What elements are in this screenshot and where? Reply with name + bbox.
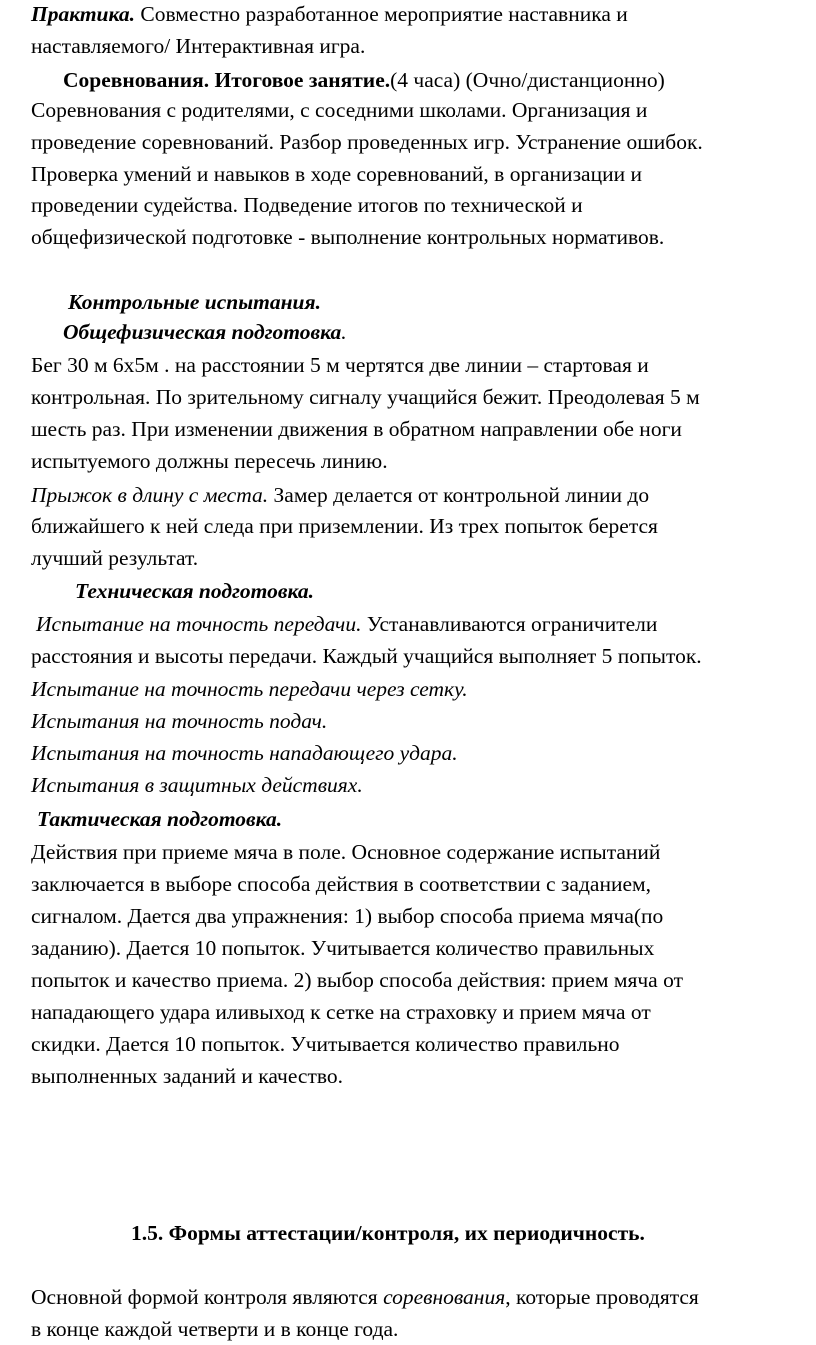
tactical-line: нападающего удара иливыход к сетке на страховку и прием мяча от (31, 1000, 651, 1024)
section-1-5-text-pre: Основной формой контроля являются (31, 1285, 384, 1309)
technical-item: Испытания на точность нападающего удара. (31, 741, 458, 765)
technical-item: Испытание на точность передачи через сетку. (31, 677, 468, 701)
pass-line-1 (36, 611, 816, 637)
tactical-line: заданию). Дается 10 попыток. Учитывается количество правильных (31, 936, 655, 960)
jump-line-2: ближайшего к ней следа при приземлении. Из трех попыток берется (31, 514, 658, 538)
practice-line-1 (31, 1, 816, 27)
competitions-line: проведение соревнований. Разбор проведенных игр. Устранение ошибок. (31, 130, 703, 154)
jump-text: Замер делается от контрольной линии до (268, 483, 650, 507)
pass-text: Устанавливаются ограничители (361, 612, 658, 636)
run-line: Бег 30 м 6х5м . на расстоянии 5 м чертятся две линии – стартовая и (31, 353, 649, 377)
tactical-line: сигналом. Дается два упражнения: 1) выбор способа приема мяча(по (31, 904, 664, 928)
tactical-line: заключается в выборе способа действия в соответствии с заданием, (31, 872, 651, 896)
technical-heading: Техническая подготовка. (75, 579, 314, 603)
competitions-line: Соревнования с родителями, с соседними школами. Организация и (31, 98, 648, 122)
jump-label: Прыжок в длину с места. (31, 483, 269, 507)
section-1-5-line-1 (31, 1284, 816, 1310)
section-1-5-emphasis: соревнования (383, 1285, 506, 1309)
tactical-line: попыток и качество приема. 2) выбор способа действия: прием мяча от (31, 968, 683, 992)
jump-line-1 (31, 482, 816, 508)
run-line: шесть раз. При изменении движения в обратном направлении обе ноги (31, 417, 682, 441)
competitions-line: общефизической подготовке - выполнение контрольных нормативов. (31, 225, 665, 249)
competitions-heading-line (63, 67, 816, 93)
competitions-line: проведении судейства. Подведение итогов по технической и (31, 193, 583, 217)
general-physical-heading-line (63, 319, 816, 345)
practice-label: Практика. (31, 2, 136, 26)
tactical-line: Действия при приеме мяча в поле. Основное содержание испытаний (31, 840, 661, 864)
tactical-heading: Тактическая подготовка. (37, 807, 283, 831)
tactical-line: выполненных заданий и качество. (31, 1064, 343, 1088)
competitions-mode: (4 часа) (Очно/дистанционно) (390, 68, 665, 92)
section-1-5-text-post: , которые проводятся (505, 1285, 699, 1309)
run-line: испытуемого должны пересечь линию. (31, 449, 388, 473)
technical-item: Испытания на точность подач. (31, 709, 328, 733)
jump-line-3: лучший результат. (31, 546, 199, 570)
run-line: контрольная. По зрительному сигналу учащийся бежит. Преодолевая 5 м (31, 385, 700, 409)
general-physical-heading: Общефизическая подготовка (63, 320, 342, 344)
tactical-line: скидки. Дается 10 попыток. Учитывается количество правильно (31, 1032, 620, 1056)
section-1-5-heading: 1.5. Формы аттестации/контроля, их периодичность. (131, 1221, 645, 1245)
technical-item: Испытания в защитных действиях. (31, 773, 363, 797)
control-tests-heading: Контрольные испытания. (68, 290, 321, 314)
section-1-5-line-2: в конце каждой четверти и в конце года. (31, 1317, 399, 1341)
competitions-heading: Соревнования. Итоговое занятие. (63, 68, 391, 92)
pass-line-2: расстояния и высоты передачи. Каждый учащийся выполняет 5 попыток. (31, 644, 702, 668)
competitions-line: Проверка умений и навыков в ходе соревнований, в организации и (31, 162, 642, 186)
practice-text: Совместно разработанное мероприятие наставника и (135, 2, 628, 26)
practice-line-2: наставляемого/ Интерактивная игра. (31, 34, 366, 58)
pass-label: Испытание на точность передачи. (36, 612, 362, 636)
general-physical-heading-dot: . (341, 320, 347, 344)
